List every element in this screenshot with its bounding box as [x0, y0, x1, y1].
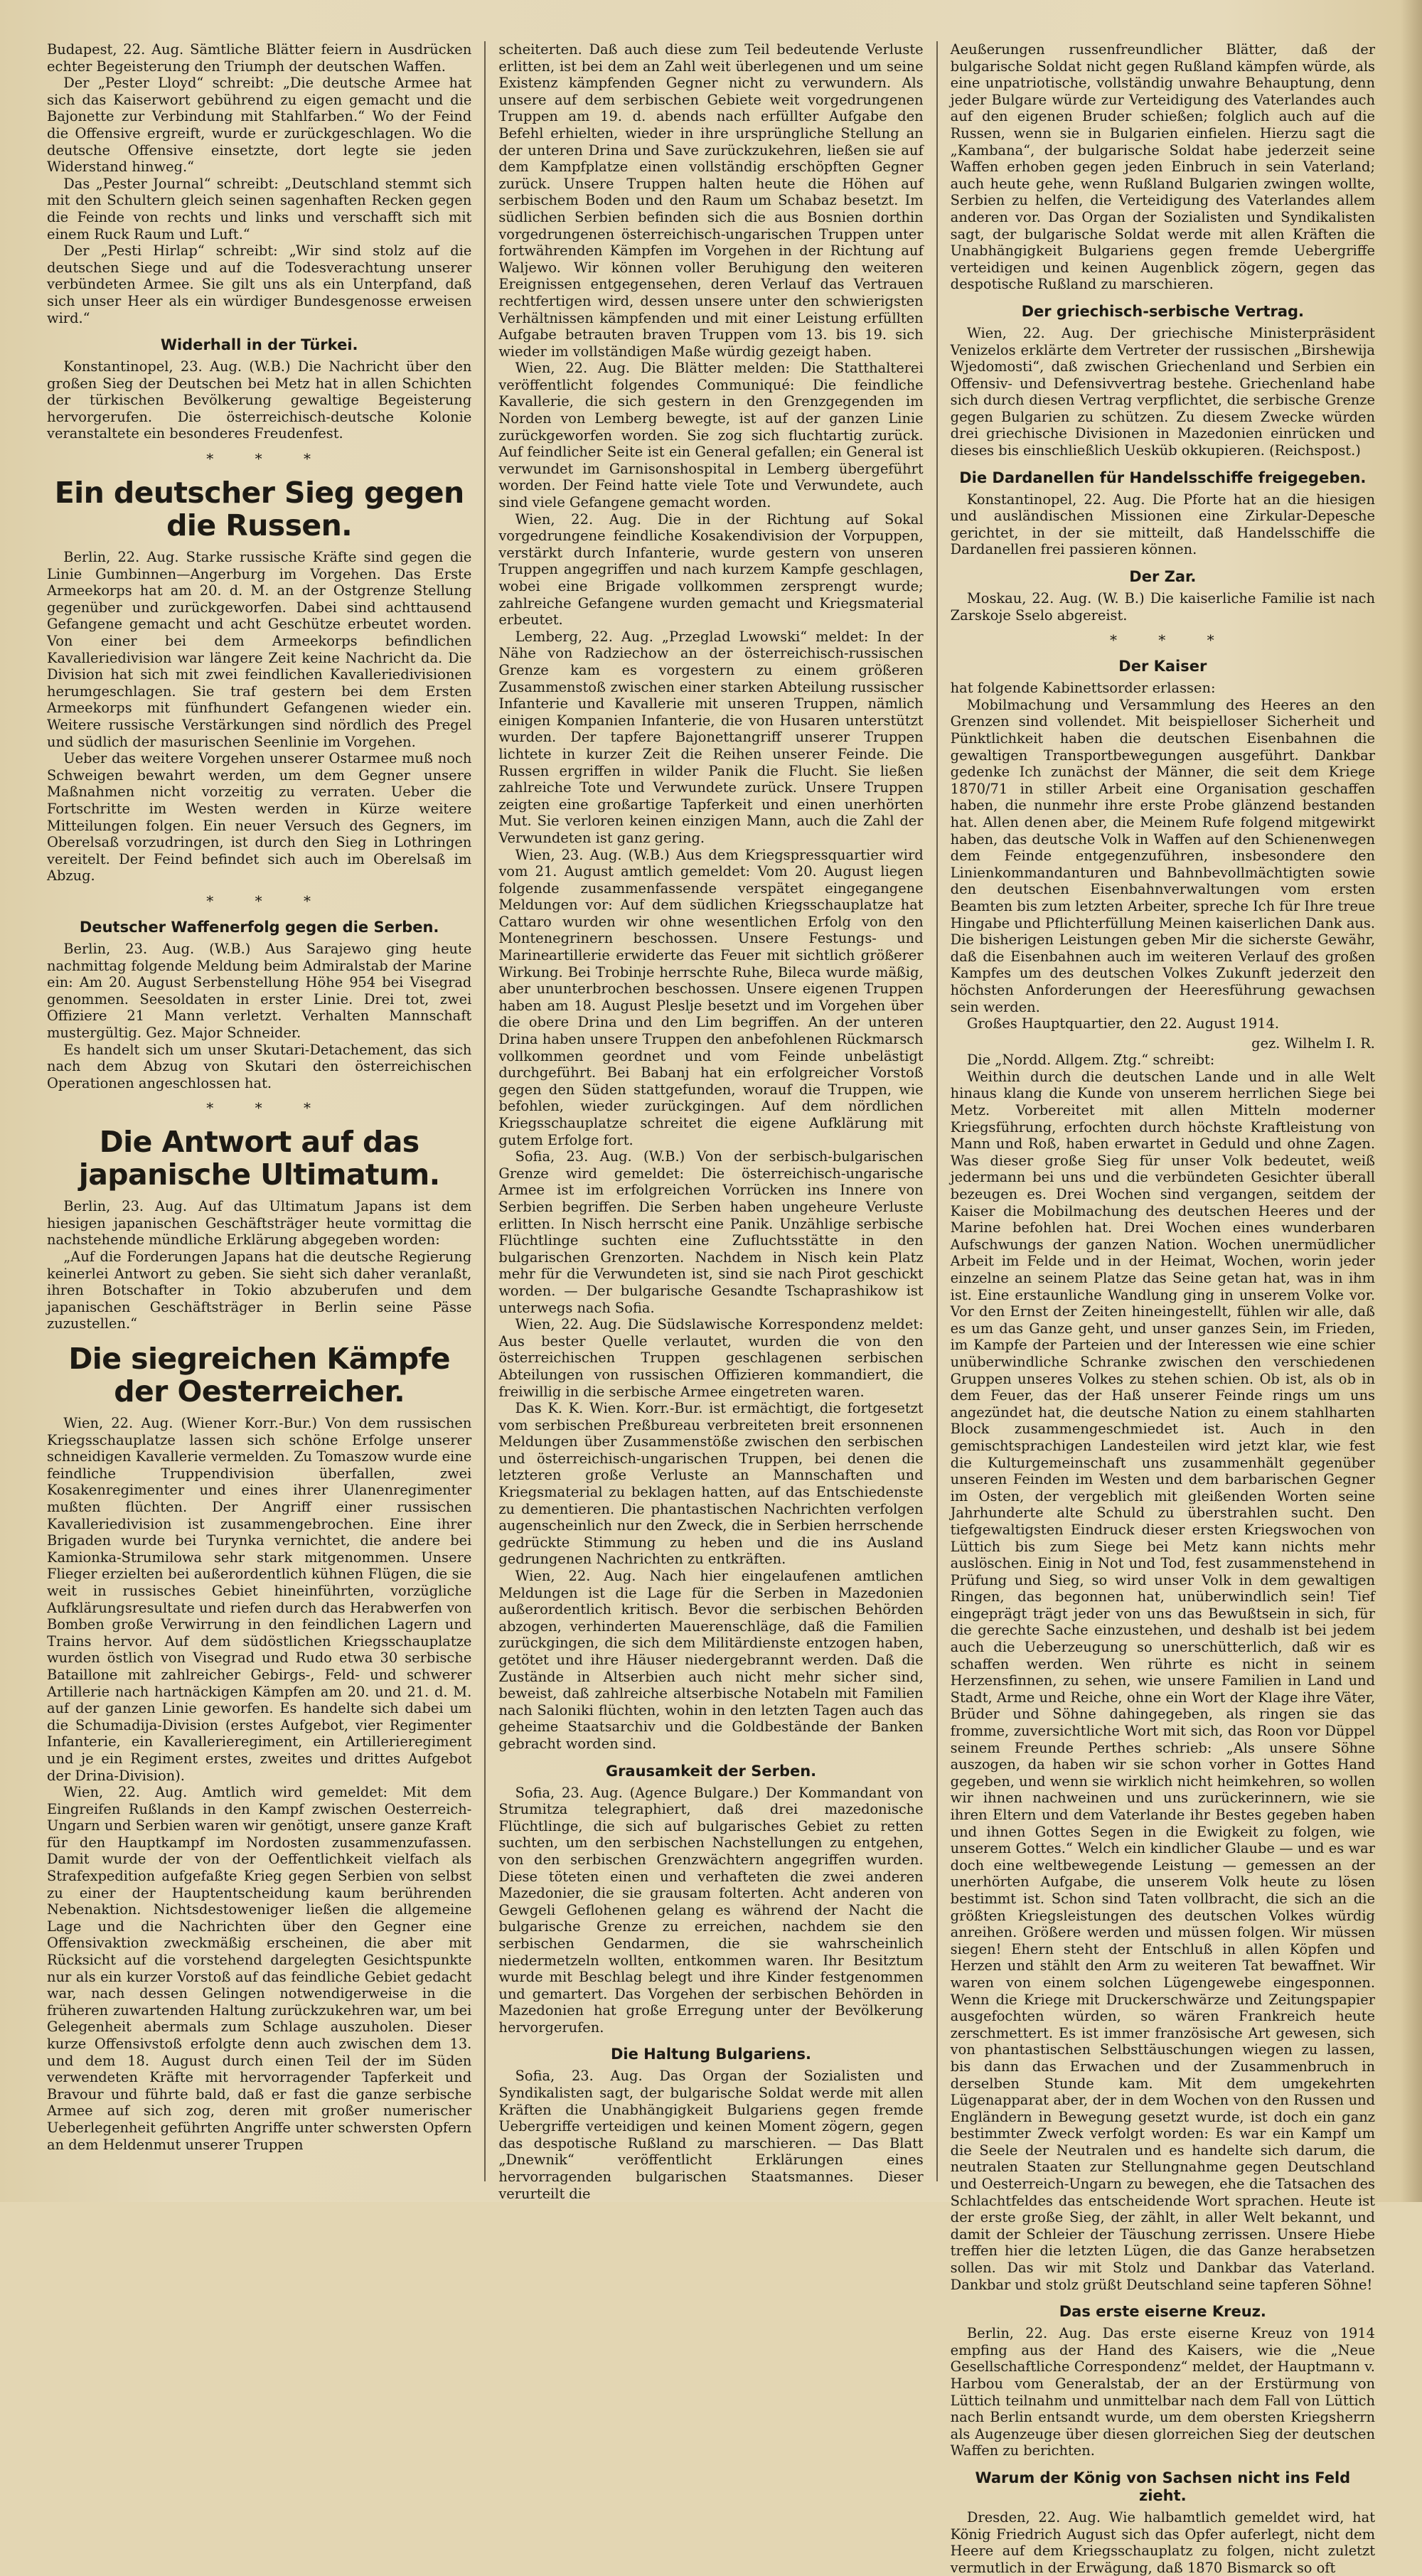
paragraph: Dresden, 22. Aug. Wie halbamtlich gemeldet wird, hat König Friedrich August sich das Opfer auferlegt, nicht dem Heere auf dem Kriegsschauplatz zu folgen, nicht zuletzt vermutlich in der Erwägung, daß 1870 Bismarck so oft	[950, 2508, 1375, 2576]
paragraph: Berlin, 22. Aug. Das erste eiserne Kreuz von 1914 empfing aus der Hand des Kaisers, wie die „Neue Gesellschaftliche Correspondenz“ meldet, der Hauptmann v. Harbou vom Generalstab, der an der Erstürmung von Lüttich teilnahm und unmittelbar nach dem Fall von Lüttich nach Berlin entsandt wurde, um dem obersten Kriegsherrn als Augenzeuge über diesen glorreichen Sieg der deutschen Waffen zu berichten.	[950, 2325, 1375, 2459]
section-heading: Widerhall in der Türkei.	[160, 336, 358, 354]
paragraph: Das „Pester Journal“ schreibt: „Deutschland stemmt sich mit den Schultern gleich seinen sagenhaften Recken gegen die Feinde von rechts und links und verschafft sich mit einem Ruck Raum und Luft.“	[47, 175, 472, 242]
paragraph: Berlin, 23. Aug. (W.B.) Aus Sarajewo ging heute nachmittag folgende Meldung beim Admiralstab der Marine ein: Am 20. August Serbenstellung Höhe 954 bei Visegrad genommen. Seesoldaten in erster Linie. Drei tot, zwei Offiziere 21 Mann verletzt. Verhalten Mannschaft mustergültig. Gez. Major Schneider.	[47, 940, 472, 1041]
paragraph: Aeußerungen russenfreundlicher Blätter, daß der bulgarische Soldat nicht gegen Rußland kämpfen würde, als eine unpatriotische, vollständig unwahre Behauptung, denn jeder Bulgare würde zur Verteidigung des Vaterlandes auch auf den eigenen Bruder schießen; folglich auch auf die Russen, wenn sie in Bulgarien einfielen. Hierzu sagt die „Kambana“, der bulgarische Soldat habe jederzeit seine Waffen erhoben gegen jeden Einbruch in sein Vaterland; auch heute gehe, wenn Rußland Bulgarien zwingen wollte, Serbien zu helfen, die Verteidigung des Vaterlandes allem anderen vor. Das Organ der Sozialisten und Syndikalisten sagt, der bulgarische Soldat werde mit allen Kräften die Unabhängigkeit Bulgariens gegen fremde Uebergriffe verteidigen und keinen Augenblick zögern, gegen das despotische Rußland zu marschieren.	[950, 41, 1375, 293]
paragraph: Wien, 22. Aug. Die Südslawische Korrespondenz meldet: Aus bester Quelle verlautet, wurden die von den österreichischen Truppen geschlagenen serbischen Abteilungen von russischen Offizieren kommandiert, die freiwillig in die serbische Armee eingetreten waren.	[498, 1316, 924, 1400]
paragraph: Es handelt sich um unser Skutari-Detachement, das sich nach dem Abzug von Skutari den österreichischen Operationen angeschlossen hat.	[47, 1041, 472, 1091]
paragraph: Der „Pester Lloyd“ schreibt: „Die deutsche Armee hat sich das Kaiserwort gebührend zu eigen gemacht und die Bajonette zur Verbindung mit Stahlfarben.“ Wo der Feind die Offensive ergreift, wurde er zurückgeschlagen. Wo die deutsche Offensive einsetzte, dort legte sie jeden Widerstand hinweg.“	[47, 75, 472, 176]
columns	[34, 41, 1388, 2576]
paragraph: Berlin, 23. Aug. Auf das Ultimatum Japans ist dem hiesigen japanischen Geschäftsträger heute vormittag die nachstehende mündliche Erklärung abgegeben worden:	[47, 1198, 472, 1249]
section-heading: Der griechisch-serbische Vertrag.	[1021, 302, 1305, 320]
paragraph: Sofia, 23. Aug. Das Organ der Sozialisten und Syndikalisten sagt, der bulgarische Soldat werde mit allen Kräften die Unabhängigkeit Bulgariens gegen fremde Uebergriffe verteidigen und keinen Moment zögern, gegen das despotische Rußland zu marschieren. — Das Blatt „Dnewnik“ veröffentlicht Erklärungen eines hervorragenden bulgarischen Staatsmannes. Dieser verurteilt die	[498, 2068, 924, 2202]
paragraph: Die „Nordd. Allgem. Ztg.“ schreibt:	[966, 1052, 1215, 1069]
headline: Ein deutscher Sieg gegen die Russen.	[54, 476, 464, 543]
paragraph: Lemberg, 22. Aug. „Przeglad Lwowski“ meldet: In der Nähe von Radziechow an der österreichisch-russischen Grenze kam es vorgestern zu einem größeren Zusammenstoß zwischen einer starken Abteilung russischer Infanterie und Kavallerie mit unseren Truppen, nämlich einigen Kompanien Infanterie, die von Husaren unterstützt wurden. Der tapfere Bajonettangriff unserer Truppen lichtete in kurzer Zeit die Reihen unserer Feinde. Die Russen ergriffen in wilder Panik die Flucht. Sie ließen zahlreiche Tote und Verwundete zurück. Unsere Truppen zeigten eine großartige Tapferkeit und einen unerhörten Mut. Sie verloren keinen einzigen Mann, auch die Zahl der Verwundeten ist ganz gering.	[498, 628, 924, 846]
paragraph: Großes Hauptquartier, den 22. August 1914.	[966, 1015, 1280, 1032]
paragraph: Wien, 22. Aug. Nach hier eingelaufenen amtlichen Meldungen ist die Lage für die Serben in Mazedonien außerordentlich kritisch. Bevor die serbischen Behörden abzogen, verhinderten Mauerenschläge, daß die Familien zurückgingen, die sich dem Militärdienste entzogen haben, getötet und ihre Häuser niedergebrannt werden. Daß die Zustände in Altserbien auch nicht mehr sicher sind, beweist, daß zahlreiche altserbische Notabeln mit Familien nach Saloniki flüchten, wohin in den letzten Tagen auch das geheime Staatsarchiv und die Goldbestände der Banken gebracht worden sind.	[498, 1568, 924, 1752]
paragraph: Berlin, 22. Aug. Starke russische Kräfte sind gegen die Linie Gumbinnen—Angerburg im Vorgehen. Das Erste Armeekorps hat am 20. d. M. an der Ostgrenze Stellung gegenüber und zurückgeworfen. Dabei sind achttausend Gefangene gemacht und acht Geschütze erbeutet worden. Von einer bei dem Armeekorps befindlichen Kavalleriedivision war längere Zeit keine Nachricht da. Die Division hat sich mit zwei feindlichen Kavalleriedivisionen herumgeschlagen. Sie traf gestern bei dem Ersten Armeekorps mit fünfhundert Gefangenen wieder ein. Weitere russische Verstärkungen sind nördlich des Pregel und südlich der masurischen Seenlinie im Vorgehen.	[47, 549, 472, 750]
separator-stars: * * *	[1109, 631, 1233, 649]
paragraph: Der „Pesti Hirlap“ schreibt: „Wir sind stolz auf die deutschen Siege und auf die Todesverachtung unserer verbündeten Armee. Sie gilt uns als ein Unterpfand, daß sich unser Heer als ein würdiger Bundesgenosse erweisen wird.“	[47, 242, 472, 326]
signature-line: gez. Wilhelm I. R.	[1251, 1035, 1375, 1052]
paragraph: Wien, 22. Aug. Die in der Richtung auf Sokal vorgedrungene feindliche Kosakendivision der Vorpuppen, verstärkt durch Infanterie, wurde gestern von unseren Truppen angegriffen und nach kurzem Kampfe geschlagen, wobei eine Brigade vollkommen zersprengt wurde; zahlreiche Gefangene wurden gemacht und Kriegsmaterial erbeutet.	[498, 511, 924, 629]
section-heading: Deutscher Waffenerfolg gegen die Serben.	[79, 918, 439, 936]
column-1	[34, 41, 484, 2181]
paragraph: Weithin durch die deutschen Lande und in alle Welt hinaus klang die Kunde von unserem herrlichen Siege bei Metz. Vorbereitet mit allen Mitteln moderner Kriegsführung, erfochten durch höchste Kraftleistung von Mann und Roß, haben erwartet in Geduld und ohne Zagen. Was dieser große Sieg für unser Volk bedeutet, weiß jedermann bei uns und die verbündeten Gesichter überall bezeugen es. Drei Wochen sind vergangen, seitdem der Kaiser die Mobilmachung des deutschen Heeres und der Marine befohlen hat. Drei Wochen eines wunderbaren Aufschwungs der ganzen Nation. Wochen unermüdlicher Arbeit im Felde und in der Heimat, Wochen, worin jeder einzelne an seinem Platze das Seine getan hat, was in ihm ist. Eine erstaunliche Wandlung ging in unserem Volke vor. Vor den Ernst der Zeiten hineingestellt, fühlen wir alle, daß es um das Ganze geht, und unser ganzes Sein, im Frieden, im Kampfe der Parteien und der Interessen wie eine schier unüberwindliche Schranke zwischen den verschiedenen Gruppen unseres Volkes zu stehen schien. Ob ist, als ob in dem Feuer, das der Haß unserer Feinde rings um uns angezündet hat, die deutsche Nation zu einem stahlharten Block zusammengeschmiedet ist. Auch in den gemischtsprachigen Landesteilen wird jetzt klar, wie fest die Kulturgemeinschaft uns zusammenhält gegenüber unseren Feinden im Westen und dem barbarischen Gegner im Osten, der vergeblich mit gleißenden Worten seine Jahrhunderte alte Schuld zu überstrahlen sucht. Den tiefgewaltigsten Eindruck dieser ersten Kriegswochen von Lüttich bis zum Siege bei Metz kann nichts mehr auslöschen. Einig in Not und Tod, fest zusammenstehend in Prüfung und Sieg, so wird unser Volk in dem gewaltigen Ringen, das begonnen hat, unüberwindlich sein! Tief eingeprägt trägt jeder von uns das Bewußtsein in sich, für die gerechte Sache einzustehen, und deshalb ist bei jedem auch die Ueberzeugung so unerschütterlich, daß wir es schaffen werden. Wen rührte es nicht in seinem Herzensfinnen, zu sehen, wie unsere Familien in Land und Stadt, Arme und Reiche, ohne ein Wort der Klage ihre Väter, Brüder und Söhne dahingegeben, als ringen sie das fromme, zuversichtliche Wort mit sich, das Roon vor Düppel seinem Freunde Perthes schrieb: „Als unsere Söhne auszogen, da haben wir sie schon vorher in Gottes Hand gegeben, und wenn sie wirklich nicht heimkehren, so wollen wir ihnen nachweinen und uns zurückerinnern, wie sie ihren Eltern und dem Vaterlande ihr Bestes gegeben haben und ihnen Gottes Segen in die Ewigkeit zu folgen, wie unserem Gottes.“ Welch ein kindlicher Glaube — und es war doch eine weltbewegende Leistung — gemessen an der unerhörten Aufgabe, die unserem Volk heute zu lösen bestimmt ist. Schon sind Taten vollbracht, die sich an die größten Kriegsleistungen des deutschen Volkes würdig anreihen. Größere werden und müssen folgen. Wir müssen siegen! Ehern steht der Entschluß in allen Köpfen und Herzen und stählt den Arm zu weiteren Tat bewaffnet. Wir waren von einem solchen Lügengewebe eingesponnen. Wenn die Kriege mit Druckerschwärze und Zeitungspapier ausgefochten würden, so wären Frankreich heute zerschmettert. Es ist immer französische Art gewesen, sich von phantastischen Selbsttäuschungen wiegen zu lassen, bis dann das Erwachen und der Zusammenbruch in derselben Stunde kam. Mit dem umgekehrten Lügenapparat aber, der in dem Wochen von den Russen und Engländern in Bewegung gesetzt wurde, ist doch ein ganz bestimmter Zweck verfolgt worden: Es war ein Kampf um die Seele der Neutralen und es handelte sich darum, die neutralen Staaten zur Stellungnahme gegen Deutschland und Oesterreich-Ungarn zu bewegen, ehe die Tatsachen des Schlachtfeldes das entscheidende Wort sprachen. Heute ist der erste große Sieg, der zählt, in aller Welt bekannt, und damit der Schleier der Täuschung zerrissen. Unsere Hiebe treffen hier die letzten Lügen, die das Ganze herabsetzen sollen. Das wir mit Stolz und Dankbar das Vaterland. Dankbar und stolz grüßt Deutschland seine tapferen Söhne!	[950, 1068, 1375, 2293]
paragraph: Mobilmachung und Versammlung des Heeres an den Grenzen sind vollendet. Mit beispielloser Sicherheit und Pünktlichkeit haben die deutschen Eisenbahnen die gewaltigen Transportbewegungen ausgeführt. Dankbar gedenke Ich zunächst der Männer, die seit dem Kriege 1870/71 in stiller Arbeit eine Organisation geschaffen haben, die nunmehr ihre erste Probe glänzend bestanden hat. Allen denen aber, die Meinem Rufe folgend mitgewirkt haben, das deutsche Volk in Waffen auf den Schienenwegen dem Feinde entgegenzuführen, insbesondere den Linienkommandanturen und Bahnbevollmächtigten sowie den deutschen Eisenbahnverwaltungen vom ersten Beamten bis zum letzten Arbeiter, spreche Ich für Ihre treue Hingabe und Pflichterfüllung Meinen kaiserlichen Dank aus. Die bisherigen Leistungen geben Mir die sicherste Gewähr, daß die Eisenbahnen auch im weiteren Verlauf des großen Kampfes um des deutschen Volkes Zukunft jederzeit den höchsten Anforderungen der Heeresführung gewachsen sein werden.	[950, 696, 1375, 1015]
section-heading: Die Haltung Bulgariens.	[610, 2046, 811, 2063]
headline: Die siegreichen Kämpfe der Oesterreicher.	[68, 1342, 450, 1409]
headline: Die Antwort auf das japanische Ultimatum.	[78, 1125, 440, 1192]
separator-stars: * * *	[206, 1099, 330, 1117]
section-heading: Das erste eiserne Kreuz.	[1059, 2303, 1266, 2321]
page-edge-shadow	[1401, 0, 1422, 2202]
paragraph: Wien, 23. Aug. (W.B.) Aus dem Kriegspressquartier wird vom 21. August amtlich gemeldet: Vom 20. August liegen folgende zusammenfassende verspätet eingegangene Meldungen vor: Auf dem südlichen Kriegsschauplatze hat Cattaro wurden wir ohne wesentlichen Erfolg von den Montenegrinern beschossen. Unsere Festungs- und Marineartillerie erwiderte das Feuer mit sichtlich größerer Wirkung. Bei Trobinje herrschte Ruhe, Bileca wurde mäßig, aber ununterbrochen beschossen. Unsere eigenen Truppen haben am 18. August Pleslje besetzt und im Vorgehen über die obere Drina und den Lim begriffen. An der unteren Drina haben unsere Truppen den anbefohlenen Rückmarsch vollkommen geordnet und vom Feinde unbelästigt durchgeführt. Bei Babanj hat ein erfolgreicher Vorstoß gegen den Süden stattgefunden, worauf die Truppen, wie befohlen, wieder zurückgingen. Auf dem nördlichen Kriegsschauplatze schreitet die eigene Aufklärung mit gutem Erfolge fort.	[498, 846, 924, 1148]
paragraph: Ueber das weitere Vorgehen unserer Ostarmee muß noch Schweigen bewahrt werden, um dem Gegner unsere Maßnahmen nicht vorzeitig zu verraten. Ueber die Fortschritte im Westen werden in Kürze weitere Mitteilungen folgen. Ein neuer Versuch des Gegners, im Oberelsaß vorzudringen, ist durch den Sieg in Lothringen vereitelt. Der Feind befindet sich auch im Oberelsaß im Abzug.	[47, 750, 472, 885]
paragraph: Sofia, 23. Aug. (Agence Bulgare.) Der Kommandant von Strumitza telegraphiert, daß drei mazedonische Flüchtlinge, die sich auf bulgarisches Gebiet zu retten suchten, um den serbischen Nachstellungen zu entgehen, von den serbischen Grenzwächtern angegriffen wurden. Diese töteten einen und verhafteten die zwei anderen Mazedonier, die sie grausam folterten. Acht anderen von Gewgeli Geflohenen gelang es während der Nacht die bulgarische Grenze zu erreichen, nachdem sie den serbischen Gendarmen, die sie wahrscheinlich niedermetzeln wollten, entkommen waren. Ihr Besitztum wurde mit Beschlag belegt und ihre Kinder festgenommen und gemartert. Das Vorgehen der serbischen Behörden in Mazedonien hat große Erregung unter der Bevölkerung hervorgerufen.	[498, 1784, 924, 2036]
section-heading: Grausamkeit der Serben.	[605, 1762, 817, 1780]
separator-stars: * * *	[206, 450, 330, 468]
paragraph: scheiterten. Daß auch diese zum Teil bedeutende Verluste erlitten, ist bei dem an Zahl weit überlegenen und um seine Existenz kämpfenden Gegner nicht zu verwundern. Als unsere auf dem serbischen Gebiete weit vorgedrungenen Truppen am 19. d. abends nach erfüllter Aufgabe den Befehl erhielten, wieder in ihre ursprüngliche Stellung an der unteren Drina und Save zurückzukehren, ließen sie auf dem Kampfplatze einen vollständig erschöpften Gegner zurück. Unsere Truppen halten heute die Höhen auf serbischem Boden und den Raum um Schabaz besetzt. Im südlichen Serbien befinden sich die aus Bosnien dorthin vorgedrungenen österreichisch-ungarischen Truppen unter fortwährenden Kämpfen im Vorgehen in der Richtung auf Waljewo. Wir können voller Beruhigung den weiteren Ereignissen entgegensehen, deren Verlauf das Vertrauen rechtfertigen wird, dessen unsere unter den schwierigsten Verhältnissen kämpfenden und mit einer Leistung erfüllten Aufgabe betrauten braven Truppen vom 13. bis 19. sich wieder im vollständigen Maße würdig gezeigt haben.	[498, 41, 924, 360]
section-heading: Die Dardanellen für Handelsschiffe freigegeben.	[959, 469, 1367, 486]
column-3	[936, 41, 1388, 2576]
section-heading: Der Zar.	[1129, 568, 1197, 586]
paragraph: Das K. K. Wien. Korr.-Bur. ist ermächtigt, die fortgesetzt vom serbischen Preßbureau verbreiteten breit ersonnenen Meldungen über Zusammenstöße zwischen den serbischen und österreichisch-ungarischen Truppen, bei denen die letzteren große Verluste an Mannschaften und Kriegsmaterial zu beklagen hatten, auf das Entschiedenste zu dementieren. Die phantastischen Nachrichten verfolgen augenscheinlich nur den Zweck, die in Serbien herrschende gedrückte Stimmung zu heben und die ins Ausland gedrungenen Nachrichten zu entkräften.	[498, 1400, 924, 1568]
section-heading: Warum der König von Sachsen nicht ins Feld zieht.	[975, 2469, 1351, 2504]
paragraph: Wien, 22. Aug. Amtlich wird gemeldet: Mit dem Eingreifen Rußlands in den Kampf zwischen Oesterreich-Ungarn und Serbien waren wir genötigt, unsere ganze Kraft für den Hauptkampf im Nordosten zusammenzufassen. Damit wurde der von der Oeffentlichkeit vielfach als Strafexpedition aufgefaßte Krieg gegen Serbien von selbst zu einer der Hauptentscheidung kaum berührenden Nebenaktion. Nichtsdestoweniger ließen die allgemeine Lage und die Nachrichten über den Gegner eine Offensivaktion zweckmäßig erscheinen, die aber mit Rücksicht auf die vorstehend dargelegten Gesichtspunkte nur als ein kurzer Vorstoß auf das feindliche Gebiet gedacht war, nach dessen Gelingen notwendigerweise in die früheren zuwartenden Haltung zurückzukehren war, um bei Gelegenheit abermals zum Schlage auszuholen. Dieser kurze Offensivstoß erfolgte denn auch zwischen dem 13. und dem 18. August durch einen Teil der im Süden verwendeten Kräfte mit hervorragender Tapferkeit und Bravour und führte bald, daß er fast die ganze serbische Armee auf sich zog, deren mit großer numerischer Ueberlegenheit geführten Angriffe unter schwersten Opfern an dem Heldenmut unserer Truppen	[47, 1784, 472, 2153]
paragraph: Wien, 22. Aug. Die Blätter melden: Die Statthalterei veröffentlicht folgendes Communiqué: Die feindliche Kavallerie, die sich gestern in den Grenzgegenden im Norden von Lemberg bewegte, ist auf der ganzen Linie zurückgeworfen worden. Sie zog sich fluchtartig zurück. Auf feindlicher Seite ist ein General gefallen; ein General ist verwundet im Garnisonshospital in Lemberg übergeführt worden. Der Feind hatte viele Tote und Verwundete, auch sind viele Gefangene gemacht worden.	[498, 360, 924, 511]
separator-stars: * * *	[206, 892, 330, 909]
paragraph: Budapest, 22. Aug. Sämtliche Blätter feiern in Ausdrücken echter Begeisterung den Triumph der deutschen Waffen.	[47, 41, 472, 75]
paragraph: Moskau, 22. Aug. (W. B.) Die kaiserliche Familie ist nach Zarskoje Sselo abgereist.	[950, 590, 1375, 624]
column-2	[484, 41, 936, 2202]
section-heading: Der Kaiser	[1118, 658, 1207, 675]
paragraph: Konstantinopel, 23. Aug. (W.B.) Die Nachricht über den großen Sieg der Deutschen bei Metz hat in allen Schichten der türkischen Bevölkerung gewaltige Begeisterung hervorgerufen. Die österreichisch-deutsche Kolonie veranstaltete ein besonderes Freudenfest.	[47, 358, 472, 442]
paragraph: Wien, 22. Aug. Der griechische Ministerpräsident Venizelos erklärte dem Vertreter der russischen „Birshewija Wjedomosti“, daß zwischen Griechenland und Serbien ein Offensiv- und Defensivvertrag bestehe. Griechenland habe sich durch diesen Vertrag verpflichtet, die serbische Grenze gegen Bulgarien zu schützen. Zu diesem Zwecke würden drei griechische Divisionen in Mazedonien einrücken und dieses bis einschließlich Uesküb okkupieren. (Reichspost.)	[950, 324, 1375, 459]
paragraph: Sofia, 23. Aug. (W.B.) Von der serbisch-bulgarischen Grenze wird gemeldet: Die österreichisch-ungarische Armee ist im erfolgreichen Vorrücken ins Innere von Serbien begriffen. Die Serben haben ungeheure Verluste erlitten. In Nisch herrscht eine Panik. Unzählige serbische Flüchtlinge suchten eine Zufluchtsstätte in den bulgarischen Grenzorten. Nachdem in Nisch kein Platz mehr für die Verwundeten ist, sind sie nach Pirot geschickt worden. — Der bulgarische Gesandte Tschaprashikow ist unterwegs nach Sofia.	[498, 1148, 924, 1316]
paragraph: Wien, 22. Aug. (Wiener Korr.-Bur.) Von dem russischen Kriegsschauplatze lassen sich schöne Erfolge unserer schneidigen Kavallerie vermelden. Zu Tomaszow wurde eine feindliche Truppendivision überfallen, zwei Kosakenregimenter und eines ihrer Ulanenregimenter mußten flüchten. Der Angriff einer russischen Kavalleriedivision ist zusammengebrochen. Eine ihrer Brigaden wurde bei Turynka vernichtet, die andere bei Kamionka-Strumilowa sehr stark mitgenommen. Unsere Flieger erzielten bei außerordentlich kühnen Flügen, die sie weit in russisches Gebiet hineinführten, vorzügliche Aufklärungsresultate und riefen durch das Herabwerfen von Bomben große Verwirrung in den feindlichen Lagern und Trains hervor. Auf dem südöstlichen Kriegsschauplatze wurden östlich von Visegrad und Rudo etwa 30 serbische Bataillone mit zahlreicher Gebirgs-, Feld- und schwerer Artillerie nach hartnäckigen Kämpfen am 20. und 21. d. M. auf der ganzen Linie geworfen. Es handelte sich dabei um die Schumadija-Division (erstes Aufgebot, vier Regimenter Infanterie, ein Kavallerieregiment, ein Artillerieregiment und je ein Regiment erstes, zweites und drittes Aufgebot der Drina-Division).	[47, 1415, 472, 1784]
paragraph: hat folgende Kabinettsorder erlassen:	[950, 680, 1216, 697]
paragraph: „Auf die Forderungen Japans hat die deutsche Regierung keinerlei Antwort zu geben. Sie sieht sich daher veranlaßt, ihren Botschafter in Tokio abzuberufen und dem japanischen Geschäftsträger in Berlin seine Pässe zuzustellen.“	[47, 1249, 472, 1332]
paragraph: Konstantinopel, 22. Aug. Die Pforte hat an die hiesigen und ausländischen Missionen eine Zirkular-Depesche gerichtet, in der sie mitteilt, daß Handelsschiffe die Dardanellen frei passieren können.	[950, 491, 1375, 558]
